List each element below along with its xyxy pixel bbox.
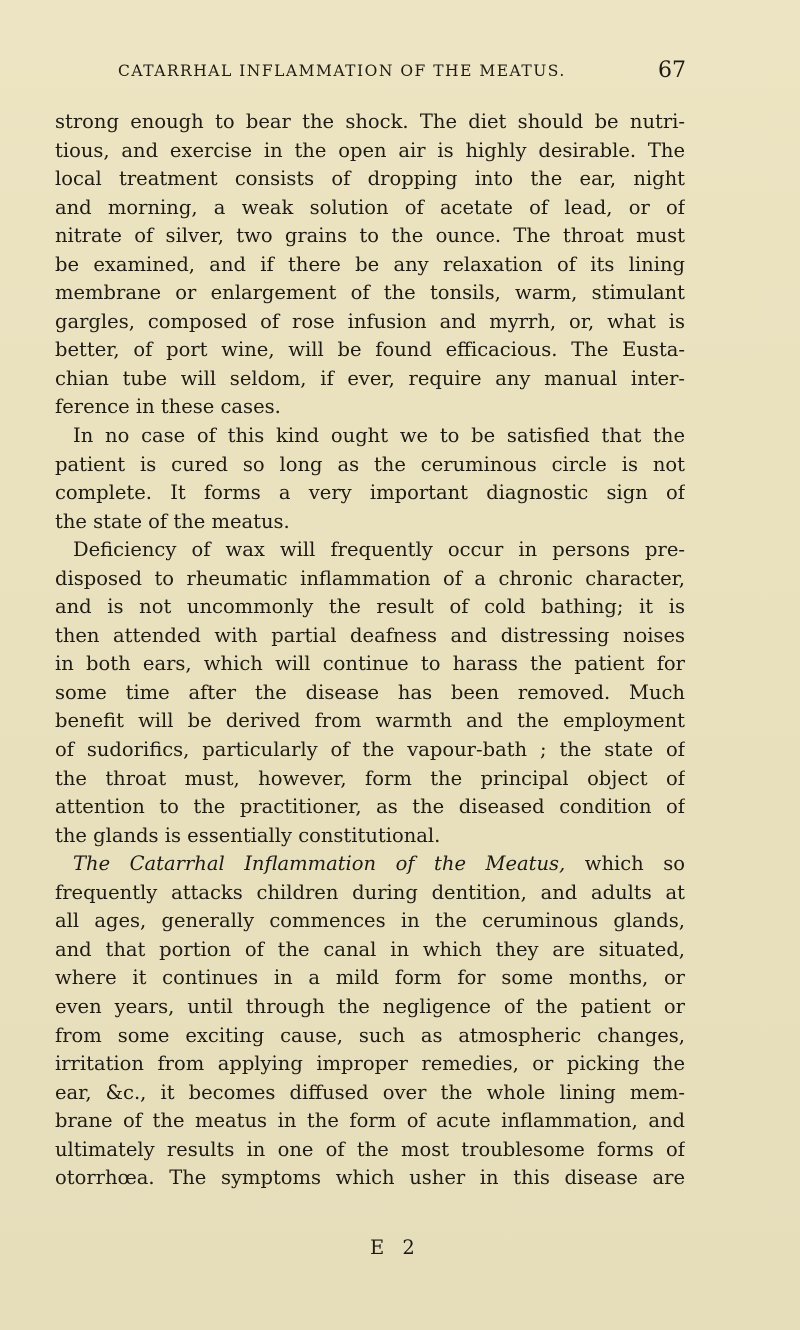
text-line-italic-lead: [55, 850, 685, 879]
text-line: and that portion of the canal in which they are situated,: [55, 937, 685, 961]
text-line: patient is cured so long as the ceruminous circle is not: [55, 452, 685, 476]
text-line: tious, and exercise in the open air is highly desirable. The: [55, 138, 685, 162]
text-line: then attended with partial deafness and distressing noises: [55, 623, 685, 647]
text-line: brane of the meatus in the form of acute inflammation, and: [55, 1109, 685, 1133]
page-number: 67: [658, 58, 686, 83]
italic-heading: The Catarrhal Inflammation of the Meatus,: [73, 852, 566, 876]
text-line: In no case of this kind ought we to be satisfied that the: [73, 424, 685, 448]
signature-mark: E 2: [370, 1236, 421, 1259]
text-line: ultimately results in one of the most troublesome forms of: [55, 1137, 685, 1161]
body-text: [55, 108, 685, 1193]
text-line: frequently attacks children during dentition, and adults at: [55, 880, 685, 904]
text-line: nitrate of silver, two grains to the ounce. The throat must: [55, 224, 685, 248]
text-line: the glands is essentially constitutional.: [55, 823, 441, 847]
text-line: irritation from applying improper remedies, or picking the: [55, 1052, 685, 1076]
text-line: local treatment consists of dropping into the ear, night: [55, 167, 685, 191]
text-line: ference in these cases.: [55, 395, 281, 419]
text-line: ear, &c., it becomes diffused over the whole lining mem-: [55, 1080, 685, 1104]
text-line: benefit will be derived from warmth and the employment: [55, 709, 685, 733]
text-line: and morning, a weak solution of acetate of lead, or of: [55, 195, 685, 219]
running-head: CATARRHAL INFLAMMATION OF THE MEATUS.: [118, 62, 566, 80]
text-line: complete. It forms a very important diagnostic sign of: [55, 481, 685, 505]
text-line: all ages, generally commences in the ceruminous glands,: [55, 909, 685, 933]
page-header: [118, 58, 686, 88]
text-line: be examined, and if there be any relaxation of its lining: [55, 252, 685, 276]
text-line: of sudorifics, particularly of the vapour-bath ; the state of: [55, 738, 685, 762]
text-line: the state of the meatus.: [55, 509, 290, 533]
text-line: better, of port wine, will be found efficacious. The Eusta-: [55, 338, 685, 362]
text-line: in both ears, which will continue to harass the patient for: [55, 652, 685, 676]
text-line: gargles, composed of rose infusion and myrrh, or, what is: [55, 309, 685, 333]
text-line: from some exciting cause, such as atmospheric changes,: [55, 1023, 685, 1047]
text-line: some time after the disease has been removed. Much: [55, 680, 685, 704]
text-line: the throat must, however, form the principal object of: [55, 766, 685, 790]
text-line: disposed to rheumatic inflammation of a chronic character,: [55, 566, 685, 590]
text-line: chian tube will seldom, if ever, require any manual inter-: [55, 366, 685, 390]
text-line: where it continues in a mild form for some months, or: [55, 966, 685, 990]
text-run: which so: [565, 852, 685, 876]
text-line: and is not uncommonly the result of cold bathing; it is: [55, 595, 685, 619]
text-line: strong enough to bear the shock. The diet should be nutri-: [55, 110, 685, 133]
text-line: attention to the practitioner, as the diseased condition of: [55, 795, 685, 819]
text-line: Deficiency of wax will frequently occur in persons pre-: [73, 538, 685, 562]
text-line: membrane or enlargement of the tonsils, warm, stimulant: [55, 281, 685, 305]
text-line: otorrhœa. The symptoms which usher in this disease are: [55, 1166, 685, 1190]
text-line: even years, until through the negligence of the patient or: [55, 994, 685, 1018]
